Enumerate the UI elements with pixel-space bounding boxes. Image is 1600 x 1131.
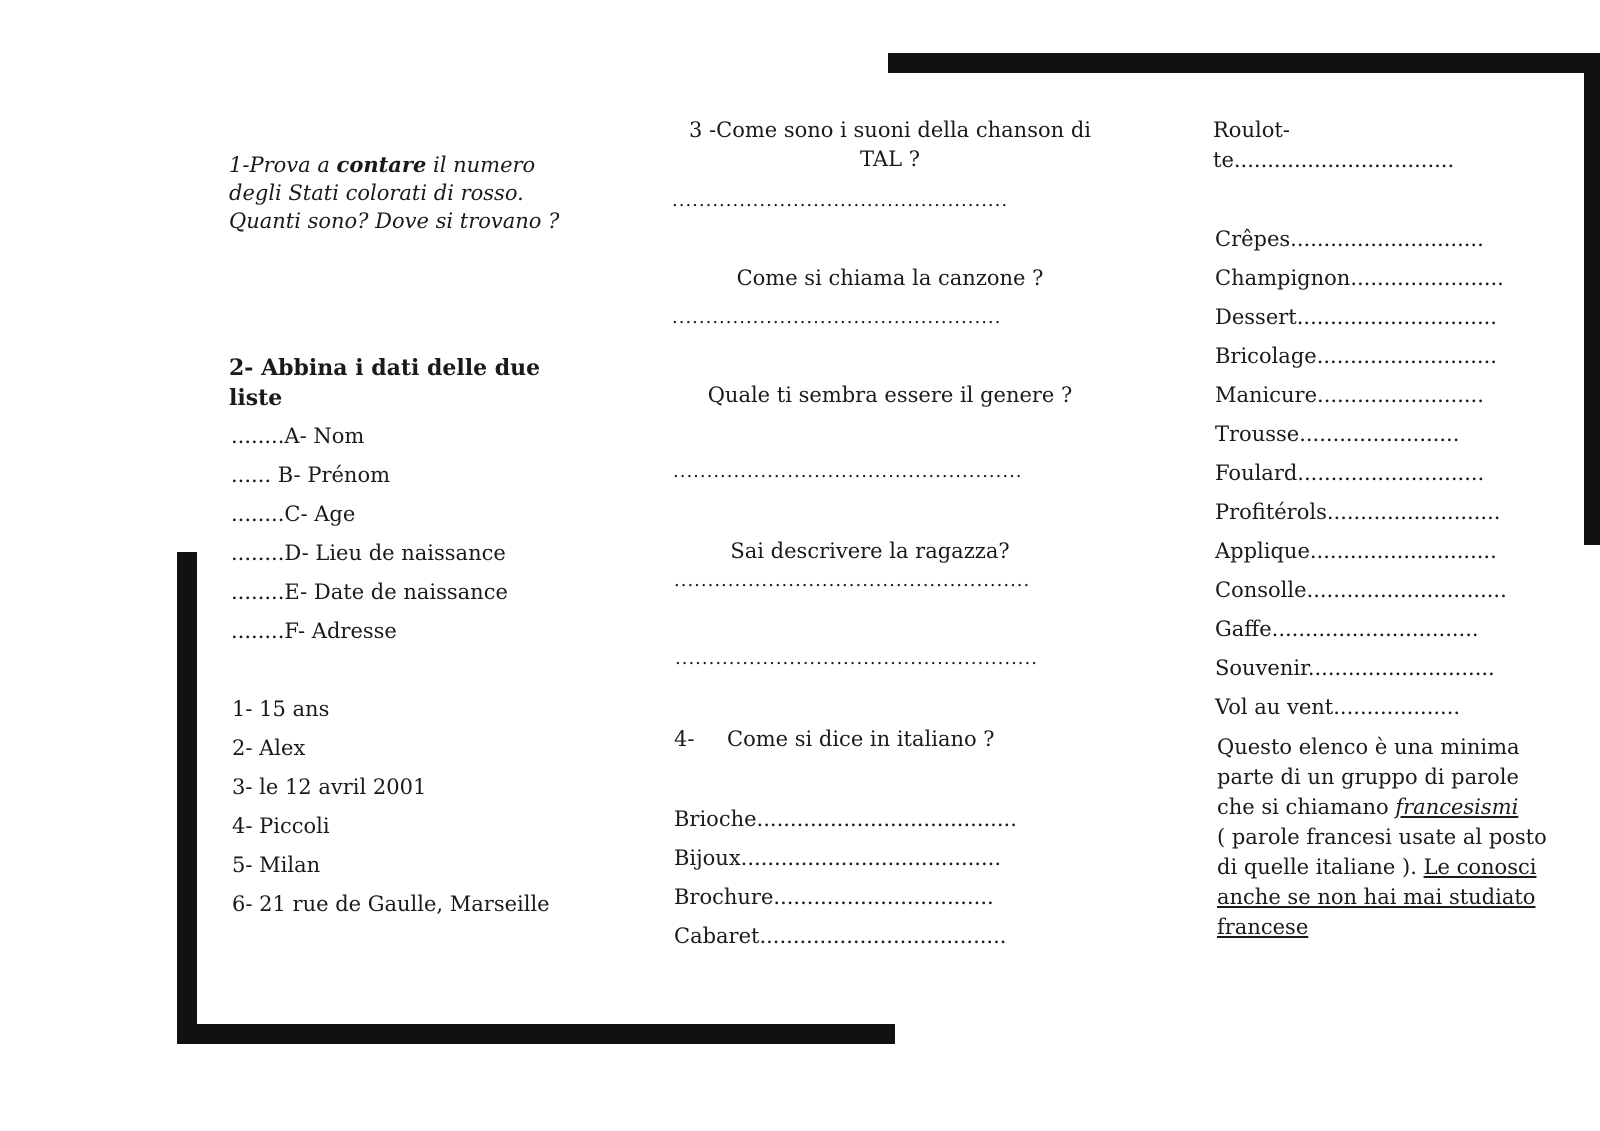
word-dessert: Dessert.............................. [1215, 305, 1497, 329]
word-bijoux: Bijoux....................................... [674, 846, 1002, 870]
word-roulotte-line-2: te................................. [1213, 148, 1455, 172]
answer-line-1: .................................................. [672, 190, 1009, 211]
answer-line-3: .................................................... [673, 461, 1023, 482]
note-line-2: parte di un gruppo di parole [1217, 765, 1519, 789]
word-applique: Applique............................ [1215, 539, 1497, 563]
left-border-bar [177, 552, 197, 1044]
note-line-1: Questo elenco è una minima [1217, 735, 1520, 759]
word-souvenir: Souvenir............................ [1215, 656, 1495, 680]
word-cabaret: Cabaret..................................... [674, 924, 1007, 948]
q1-text-c: il numero [426, 153, 536, 177]
question-2-title-line-2: liste [229, 385, 283, 411]
bottom-border-bar [177, 1024, 895, 1044]
word-brochure: Brochure................................. [674, 885, 994, 909]
word-champignon: Champignon....................... [1215, 266, 1504, 290]
note-line-6: anche se non hai mai studiato [1217, 885, 1536, 909]
number-item-1: 1- 15 ans [232, 697, 330, 721]
q1-text-bold: contare [336, 152, 427, 177]
right-border-bar [1584, 53, 1600, 545]
question-1-line-2: degli Stati colorati di rosso. [229, 181, 524, 205]
question-song-name: Come si chiama la canzone ? [736, 266, 1044, 290]
question-1-line-3: Quanti sono? Dove si trovano ? [229, 209, 560, 233]
note-line-5 [1217, 853, 1536, 881]
answer-line-4: ..................................................... [674, 570, 1031, 591]
note-line-7: francese [1217, 915, 1309, 939]
word-trousse: Trousse........................ [1215, 422, 1460, 446]
word-consolle: Consolle.............................. [1215, 578, 1507, 602]
word-manicure: Manicure......................... [1215, 383, 1484, 407]
word-bricolage: Bricolage........................... [1215, 344, 1497, 368]
answer-line-2: ................................................. [672, 307, 1002, 328]
question-genre: Quale ti sembra essere il genere ? [707, 383, 1073, 407]
top-border-bar [888, 53, 1600, 73]
number-item-2: 2- Alex [232, 736, 306, 760]
question-4-text: Come si dice in italiano ? [727, 727, 995, 751]
note-line-3 [1217, 793, 1518, 821]
word-brioche: Brioche....................................... [674, 807, 1017, 831]
letter-item-d: ........D- Lieu de naissance [231, 541, 506, 565]
letter-item-e: ........E- Date de naissance [231, 580, 508, 604]
note-line-4: ( parole francesi usate al posto [1217, 825, 1547, 849]
question-3-line-1: 3 -Come sono i suoni della chanson di [689, 118, 1091, 142]
letter-item-c: ........C- Age [231, 502, 356, 526]
note-line-5-text: di quelle italiane ). [1217, 855, 1424, 879]
word-vol-au-vent: Vol au vent................... [1215, 695, 1461, 719]
note-line-3-text: che si chiamano [1217, 795, 1396, 819]
number-item-6: 6- 21 rue de Gaulle, Marseille [232, 892, 550, 916]
francesismi-term: francesismi [1395, 795, 1519, 819]
q1-text-a: 1-Prova a [229, 153, 337, 177]
letter-item-b: ...... B- Prénom [231, 463, 390, 487]
letter-item-a: ........A- Nom [231, 424, 365, 448]
letter-item-f: ........F- Adresse [231, 619, 397, 643]
word-gaffe: Gaffe............................... [1215, 617, 1479, 641]
question-describe-girl: Sai descrivere la ragazza? [730, 539, 1010, 563]
number-item-5: 5- Milan [232, 853, 321, 877]
question-3-line-2: TAL ? [860, 147, 920, 171]
note-underlined-start: Le conosci [1423, 855, 1537, 879]
question-2-title-line-1: 2- Abbina i dati delle due [229, 355, 541, 381]
number-item-3: 3- le 12 avril 2001 [232, 775, 427, 799]
number-item-4: 4- Piccoli [232, 814, 330, 838]
question-1-line-1 [229, 151, 535, 179]
word-roulotte-line-1: Roulot- [1213, 118, 1290, 142]
word-crepes: Crêpes............................. [1215, 227, 1484, 251]
word-profiterols: Profitérols.......................... [1215, 500, 1501, 524]
question-4-number: 4- [674, 727, 695, 751]
answer-line-5: ...................................................... [675, 648, 1038, 669]
word-foulard: Foulard............................ [1215, 461, 1485, 485]
